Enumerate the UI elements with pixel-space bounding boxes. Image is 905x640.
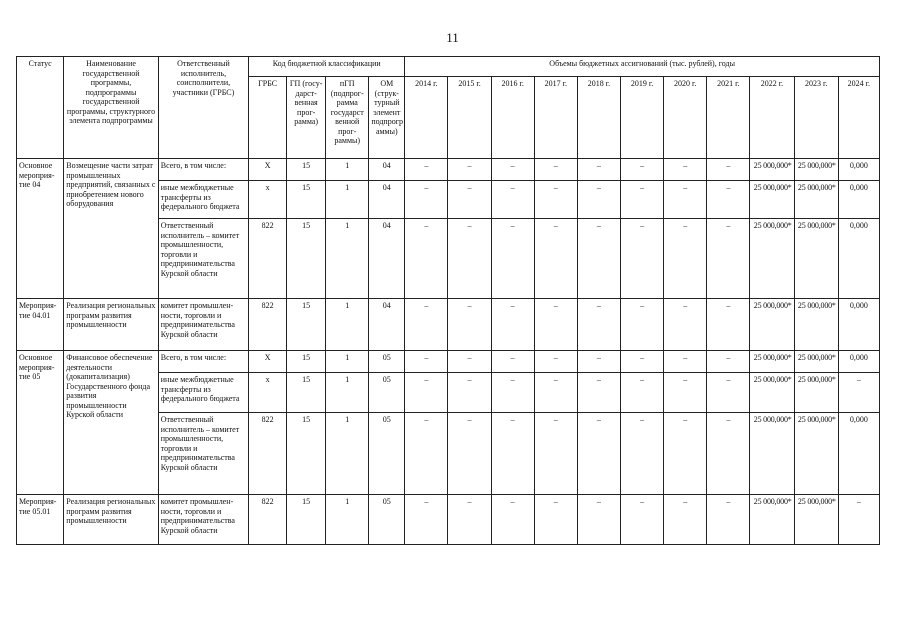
- value-cell-2023: 25 000,000*: [794, 373, 838, 413]
- om-cell: 05: [369, 351, 405, 373]
- value-cell-2024: 0,000: [838, 181, 879, 219]
- value-cell: –: [491, 159, 534, 181]
- value-cell: –: [664, 219, 707, 299]
- responsible-cell: комитет промышлен-ности, торговли и предпринимательства Курской области: [158, 495, 248, 545]
- value-cell-2023: 25 000,000*: [794, 181, 838, 219]
- value-cell: –: [621, 299, 664, 351]
- value-cell-2022: 25 000,000*: [750, 299, 794, 351]
- value-cell-2024: 0,000: [838, 219, 879, 299]
- value-cell-2023: 25 000,000*: [794, 219, 838, 299]
- header-year: 2023 г.: [794, 77, 838, 159]
- value-cell-2023: 25 000,000*: [794, 159, 838, 181]
- grbs-cell: 822: [249, 495, 287, 545]
- value-cell: –: [534, 351, 577, 373]
- value-cell: –: [534, 181, 577, 219]
- value-cell-2022: 25 000,000*: [750, 351, 794, 373]
- value-cell: –: [707, 159, 750, 181]
- value-cell: –: [448, 219, 491, 299]
- om-cell: 05: [369, 413, 405, 495]
- value-cell: –: [707, 351, 750, 373]
- value-cell-2024: 0,000: [838, 413, 879, 495]
- value-cell: –: [405, 299, 448, 351]
- gp-cell: 15: [287, 181, 326, 219]
- header-responsible: Ответственный исполнитель, соисполнители, участники (ГРБС): [158, 57, 248, 159]
- value-cell: –: [534, 413, 577, 495]
- status-cell: Основное мероприя-тие 04: [17, 159, 64, 299]
- value-cell: –: [707, 413, 750, 495]
- header-year: 2020 г.: [664, 77, 707, 159]
- value-cell: –: [534, 373, 577, 413]
- value-cell: –: [577, 159, 620, 181]
- status-cell: Мероприя-тие 04.01: [17, 299, 64, 351]
- value-cell: –: [577, 219, 620, 299]
- page-number: 11: [446, 30, 459, 45]
- value-cell: –: [577, 495, 620, 545]
- value-cell-2024: 0,000: [838, 159, 879, 181]
- value-cell: –: [577, 351, 620, 373]
- value-cell: –: [405, 181, 448, 219]
- pgp-cell: 1: [326, 181, 369, 219]
- responsible-cell: иные межбюджетные трансферты из федерального бюджета: [158, 181, 248, 219]
- grbs-cell: Х: [249, 159, 287, 181]
- header-year: 2015 г.: [448, 77, 491, 159]
- value-cell: –: [577, 181, 620, 219]
- table-row: [17, 299, 880, 351]
- header-grbs: ГРБС: [249, 77, 287, 159]
- value-cell-2024: –: [838, 373, 879, 413]
- gp-cell: 15: [287, 299, 326, 351]
- value-cell: –: [707, 299, 750, 351]
- value-cell: –: [448, 373, 491, 413]
- gp-cell: 15: [287, 495, 326, 545]
- value-cell-2024: 0,000: [838, 299, 879, 351]
- value-cell-2022: 25 000,000*: [750, 181, 794, 219]
- name-cell: Возмещение части затрат промышленных предприятий, связанных с приобретением нового оборудования: [64, 159, 159, 299]
- pgp-cell: 1: [326, 351, 369, 373]
- value-cell: –: [448, 495, 491, 545]
- value-cell: –: [405, 219, 448, 299]
- header-year: 2024 г.: [838, 77, 879, 159]
- value-cell: –: [405, 373, 448, 413]
- value-cell: –: [491, 219, 534, 299]
- value-cell: –: [491, 351, 534, 373]
- table-body: [17, 159, 880, 545]
- value-cell: –: [491, 413, 534, 495]
- gp-cell: 15: [287, 373, 326, 413]
- value-cell: –: [491, 495, 534, 545]
- name-cell: Реализация региональных программ развития промышленности: [64, 299, 159, 351]
- value-cell: –: [664, 413, 707, 495]
- om-cell: 04: [369, 181, 405, 219]
- value-cell: –: [621, 351, 664, 373]
- grbs-cell: Х: [249, 351, 287, 373]
- header-volumes: Объемы бюджетных ассигнований (тыс. рублей), годы: [405, 57, 880, 77]
- value-cell: –: [707, 219, 750, 299]
- header-year: 2018 г.: [577, 77, 620, 159]
- value-cell: –: [491, 181, 534, 219]
- grbs-cell: х: [249, 181, 287, 219]
- value-cell: –: [621, 219, 664, 299]
- table-row: [17, 159, 880, 181]
- value-cell-2022: 25 000,000*: [750, 219, 794, 299]
- header-name: Наименование государственной программы, подпрограммы государственной программы, структурного элемента подпрограммы: [64, 57, 159, 159]
- value-cell: –: [664, 299, 707, 351]
- value-cell: –: [405, 159, 448, 181]
- value-cell: –: [664, 181, 707, 219]
- om-cell: 05: [369, 495, 405, 545]
- table-row: [17, 351, 880, 373]
- value-cell: –: [534, 495, 577, 545]
- header-pgp: пГП (подпрог-рамма государст венной прог-раммы): [326, 77, 369, 159]
- value-cell-2023: 25 000,000*: [794, 413, 838, 495]
- header-year: 2021 г.: [707, 77, 750, 159]
- om-cell: 04: [369, 299, 405, 351]
- gp-cell: 15: [287, 413, 326, 495]
- value-cell: –: [405, 351, 448, 373]
- value-cell: –: [534, 299, 577, 351]
- responsible-cell: Ответственный исполнитель – комитет промышленности, торговли и предпринимательства Курской области: [158, 219, 248, 299]
- om-cell: 05: [369, 373, 405, 413]
- value-cell: –: [621, 159, 664, 181]
- value-cell: –: [664, 373, 707, 413]
- header-year: 2019 г.: [621, 77, 664, 159]
- responsible-cell: Ответственный исполнитель – комитет промышленности, торговли и предпринимательства Курской области: [158, 413, 248, 495]
- value-cell-2023: 25 000,000*: [794, 495, 838, 545]
- pgp-cell: 1: [326, 299, 369, 351]
- value-cell: –: [707, 373, 750, 413]
- header-year: 2016 г.: [491, 77, 534, 159]
- value-cell-2023: 25 000,000*: [794, 351, 838, 373]
- responsible-cell: Всего, в том числе:: [158, 351, 248, 373]
- value-cell-2024: –: [838, 495, 879, 545]
- value-cell: –: [621, 373, 664, 413]
- om-cell: 04: [369, 159, 405, 181]
- header-year: 2014 г.: [405, 77, 448, 159]
- value-cell: –: [621, 181, 664, 219]
- header-status: Статус: [17, 57, 64, 159]
- value-cell: –: [664, 159, 707, 181]
- value-cell: –: [664, 351, 707, 373]
- pgp-cell: 1: [326, 159, 369, 181]
- om-cell: 04: [369, 219, 405, 299]
- value-cell-2023: 25 000,000*: [794, 299, 838, 351]
- gp-cell: 15: [287, 159, 326, 181]
- pgp-cell: 1: [326, 495, 369, 545]
- value-cell: –: [577, 299, 620, 351]
- gp-cell: 15: [287, 351, 326, 373]
- grbs-cell: х: [249, 373, 287, 413]
- value-cell-2022: 25 000,000*: [750, 495, 794, 545]
- pgp-cell: 1: [326, 219, 369, 299]
- value-cell: –: [405, 413, 448, 495]
- header-kbk: Код бюджетной классификации: [249, 57, 405, 77]
- value-cell: –: [707, 495, 750, 545]
- value-cell: –: [621, 495, 664, 545]
- value-cell: –: [621, 413, 664, 495]
- status-cell: Основное мероприя-тие 05: [17, 351, 64, 495]
- value-cell: –: [577, 373, 620, 413]
- grbs-cell: 822: [249, 413, 287, 495]
- value-cell: –: [664, 495, 707, 545]
- table-row: [17, 495, 880, 545]
- header-om: ОМ (струк-турный элемент подпрогр аммы): [369, 77, 405, 159]
- value-cell: –: [448, 181, 491, 219]
- value-cell: –: [577, 413, 620, 495]
- header-year: 2022 г.: [750, 77, 794, 159]
- value-cell-2022: 25 000,000*: [750, 159, 794, 181]
- value-cell-2022: 25 000,000*: [750, 413, 794, 495]
- value-cell: –: [491, 373, 534, 413]
- gp-cell: 15: [287, 219, 326, 299]
- responsible-cell: Всего, в том числе:: [158, 159, 248, 181]
- value-cell: –: [534, 219, 577, 299]
- value-cell: –: [448, 159, 491, 181]
- responsible-cell: иные межбюджетные трансферты из федерального бюджета: [158, 373, 248, 413]
- value-cell: –: [707, 181, 750, 219]
- value-cell: –: [491, 299, 534, 351]
- grbs-cell: 822: [249, 219, 287, 299]
- name-cell: Финансовое обеспечение деятельности (докапитализация) Государственного фонда развития промышленности Курской области: [64, 351, 159, 495]
- header-year: 2017 г.: [534, 77, 577, 159]
- responsible-cell: комитет промышлен-ности, торговли и предпринимательства Курской области: [158, 299, 248, 351]
- value-cell: –: [534, 159, 577, 181]
- value-cell-2024: 0,000: [838, 351, 879, 373]
- grbs-cell: 822: [249, 299, 287, 351]
- budget-table: [16, 56, 880, 545]
- value-cell: –: [448, 413, 491, 495]
- value-cell: –: [448, 351, 491, 373]
- header-gp: ГП (госу-дарст-венная прог-рамма): [287, 77, 326, 159]
- status-cell: Мероприя-тие 05.01: [17, 495, 64, 545]
- value-cell: –: [405, 495, 448, 545]
- value-cell: –: [448, 299, 491, 351]
- pgp-cell: 1: [326, 413, 369, 495]
- pgp-cell: 1: [326, 373, 369, 413]
- name-cell: Реализация региональных программ развития промышленности: [64, 495, 159, 545]
- value-cell-2022: 25 000,000*: [750, 373, 794, 413]
